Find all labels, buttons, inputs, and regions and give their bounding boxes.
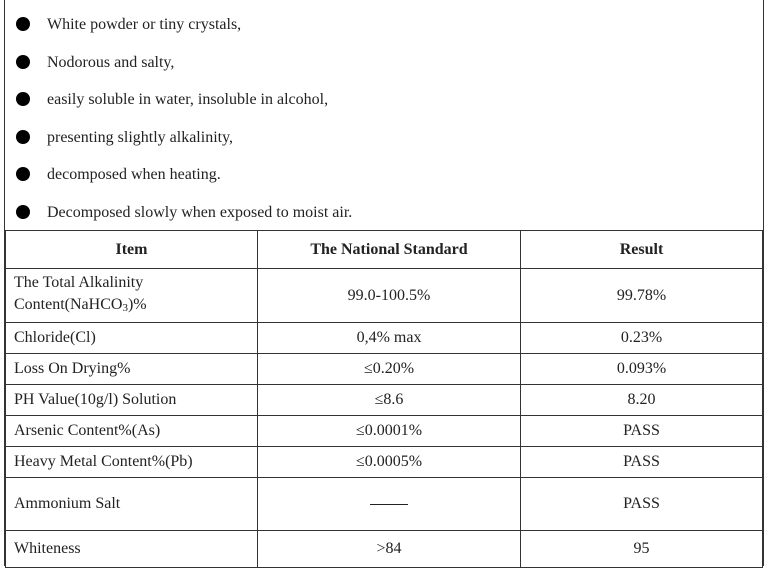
column-header-standard: The National Standard <box>258 231 521 269</box>
item-name-line2: Content(NaHCO <box>14 296 123 313</box>
result-cell: 8.20 <box>521 385 763 416</box>
bullet-icon <box>16 167 30 181</box>
column-header-result: Result <box>521 231 763 269</box>
property-text: Decomposed slowly when exposed to moist air. <box>47 203 353 221</box>
bullet-icon <box>16 55 30 69</box>
table-row <box>6 447 763 478</box>
standard-cell: ≤8.6 <box>258 385 521 416</box>
specification-table <box>5 230 763 568</box>
bullet-icon <box>16 205 30 219</box>
subscript: 3 <box>122 302 128 314</box>
result-cell: PASS <box>521 447 763 478</box>
standard-cell: ≤0.0001% <box>258 416 521 447</box>
standard-cell: ≤0.20% <box>258 354 521 385</box>
list-item <box>5 44 763 82</box>
property-text: Nodorous and salty, <box>47 53 175 71</box>
list-item <box>5 156 763 194</box>
item-cell: Loss On Drying% <box>6 354 258 385</box>
result-cell: PASS <box>521 416 763 447</box>
dash-line <box>370 504 408 505</box>
document-page <box>4 0 764 566</box>
item-cell <box>6 269 258 323</box>
table-row <box>6 385 763 416</box>
item-cell: PH Value(10g/l) Solution <box>6 385 258 416</box>
property-list <box>5 6 763 231</box>
item-cell: Arsenic Content%(As) <box>6 416 258 447</box>
property-text: decomposed when heating. <box>47 166 221 183</box>
result-cell: 0.093% <box>521 354 763 385</box>
table-row <box>6 323 763 354</box>
item-cell: Whiteness <box>6 531 258 568</box>
result-cell: 0.23% <box>521 323 763 354</box>
table-row <box>6 354 763 385</box>
table-row <box>6 478 763 531</box>
result-cell: PASS <box>521 478 763 531</box>
table-row <box>6 269 763 323</box>
result-cell: 95 <box>521 531 763 568</box>
result-cell: 99.78% <box>521 269 763 323</box>
standard-cell: ≤0.0005% <box>258 447 521 478</box>
table-header-row <box>6 231 763 269</box>
table-row <box>6 531 763 568</box>
list-item <box>5 6 763 44</box>
standard-cell: >84 <box>258 531 521 568</box>
standard-cell: 99.0-100.5% <box>258 269 521 323</box>
item-name-line1: The Total Alkalinity <box>14 274 144 291</box>
item-cell: Chloride(Cl) <box>6 323 258 354</box>
bullet-icon <box>16 17 30 31</box>
property-text: presenting slightly alkalinity, <box>47 128 234 146</box>
property-text: White powder or tiny crystals, <box>47 16 242 33</box>
standard-cell <box>258 478 521 531</box>
bullet-icon <box>16 130 30 144</box>
item-cell: Heavy Metal Content%(Pb) <box>6 447 258 478</box>
table-row <box>6 416 763 447</box>
column-header-item: Item <box>6 231 258 269</box>
list-item <box>5 194 763 232</box>
standard-cell: 0,4% max <box>258 323 521 354</box>
property-text: easily soluble in water, insoluble in alcohol, <box>47 91 329 108</box>
item-name-line2-end: )% <box>127 296 147 313</box>
item-cell: Ammonium Salt <box>6 478 258 531</box>
list-item <box>5 119 763 157</box>
list-item <box>5 81 763 119</box>
bullet-icon <box>16 92 30 106</box>
